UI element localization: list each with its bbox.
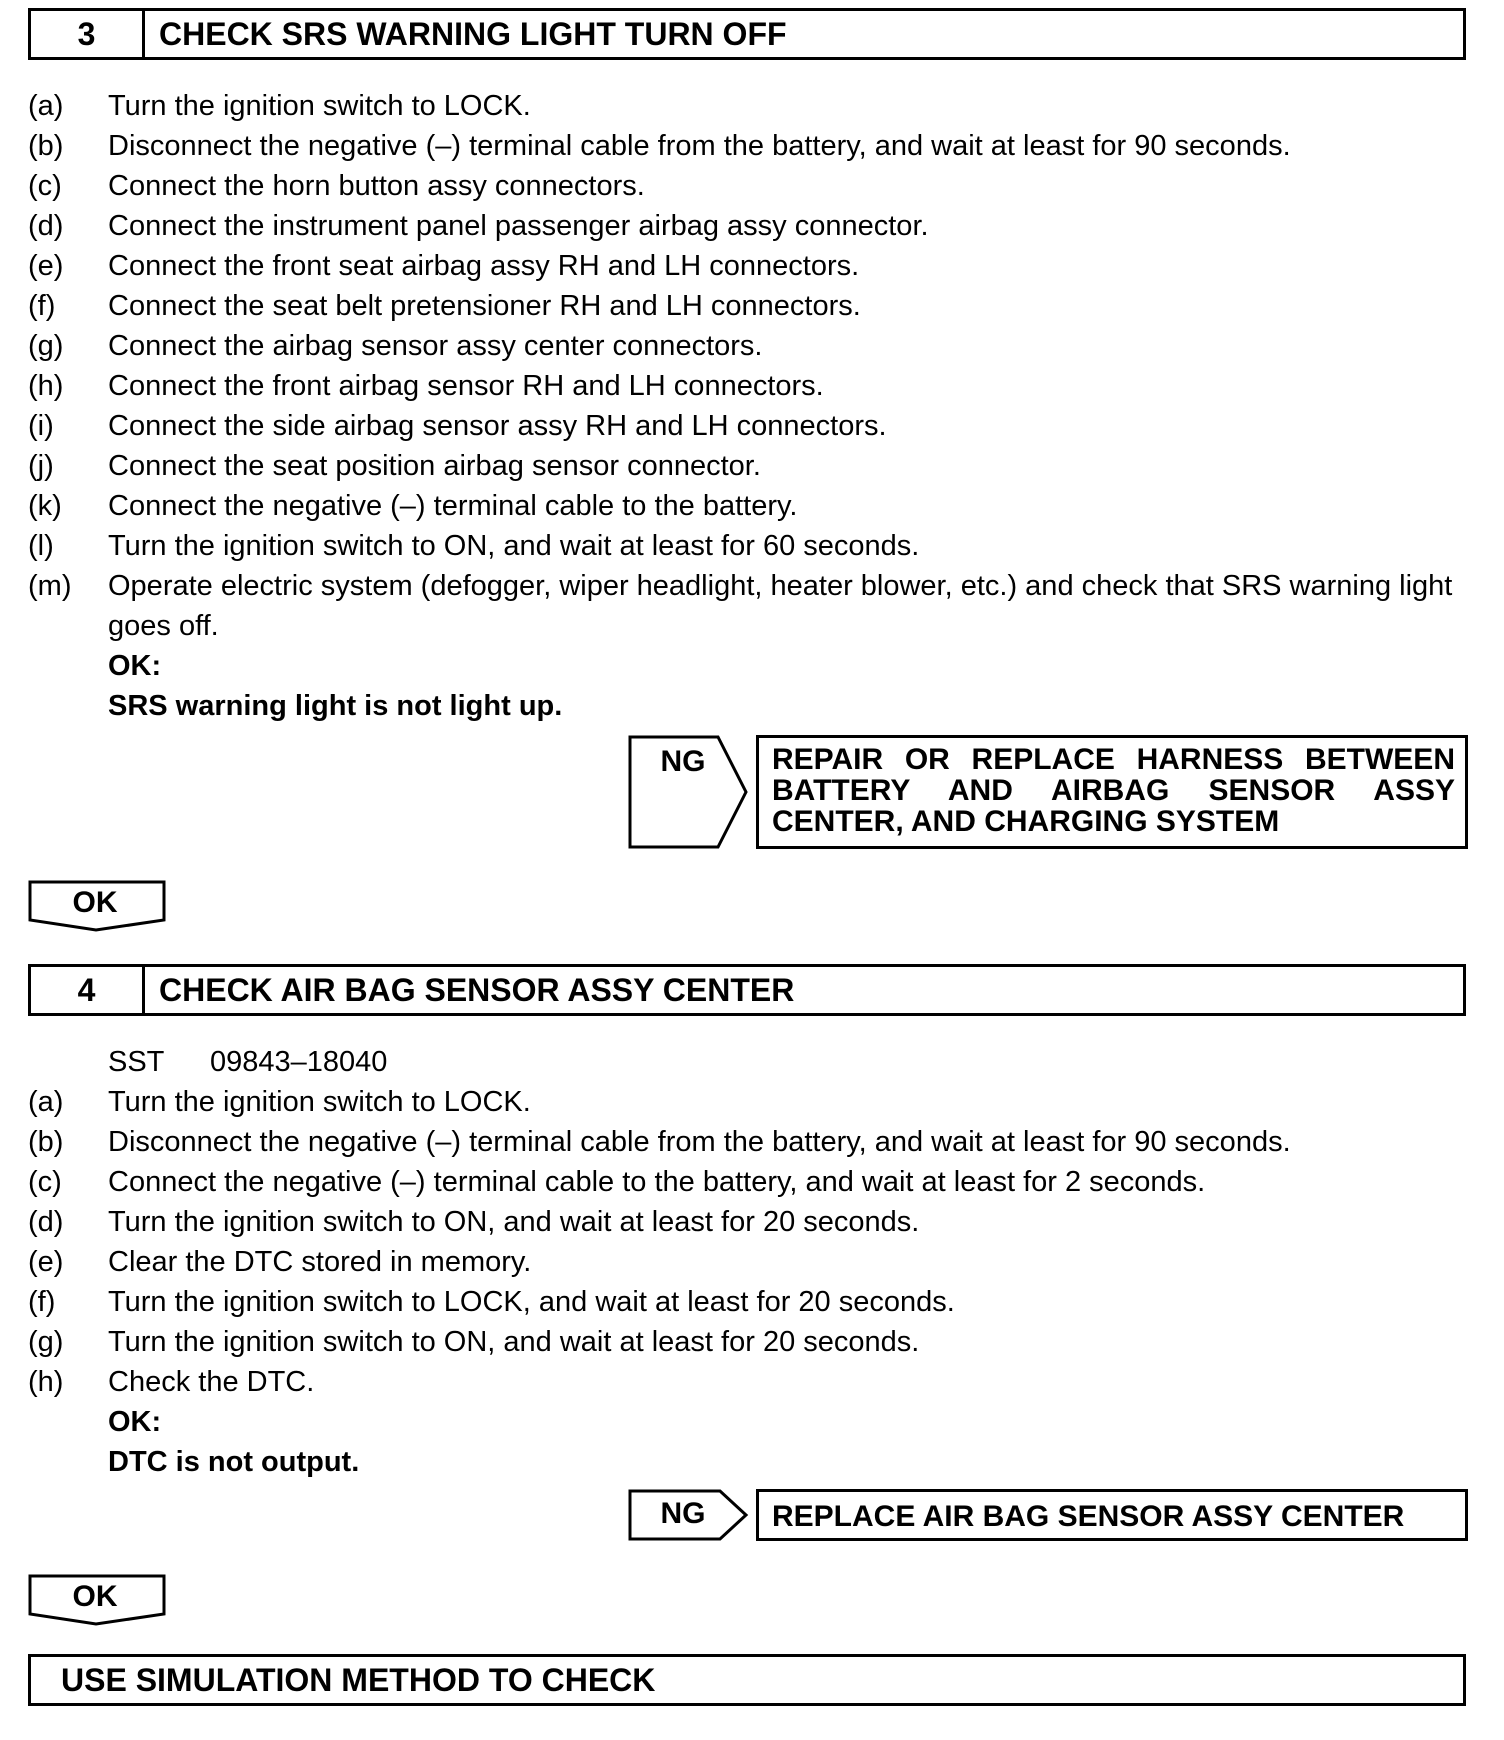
list-item: (c) Connect the negative (–) terminal cable to the battery, and wait at least for 2 seconds. — [28, 1166, 1206, 1198]
step-4-header — [28, 964, 1466, 1016]
ng-arrow — [628, 735, 750, 849]
list-item: (d) Turn the ignition switch to ON, and wait at least for 20 seconds. — [28, 1206, 920, 1238]
ng-result-line: BATTERY AND AIRBAG SENSOR ASSY — [772, 774, 1455, 807]
sst-line: SST 09843–18040 — [108, 1046, 388, 1078]
ok-criteria-label: OK: — [108, 1406, 162, 1438]
ng-label: NG — [660, 1497, 706, 1530]
list-item: (i) Connect the side airbag sensor assy RH and LH connectors. — [28, 410, 887, 442]
ng-label: NG — [660, 745, 706, 778]
step-title: CHECK SRS WARNING LIGHT TURN OFF — [159, 15, 787, 52]
list-item: (h) Connect the front airbag sensor RH and LH connectors. — [28, 370, 824, 402]
step-3-header — [28, 8, 1466, 60]
step-3-procedure — [28, 86, 1478, 726]
list-item: (b) Disconnect the negative (–) terminal cable from the battery, and wait at least for 90 seconds. — [28, 130, 1291, 162]
list-item: (f) Connect the seat belt pretensioner RH and LH connectors. — [28, 290, 861, 322]
list-item: (h) Check the DTC. — [28, 1366, 315, 1398]
ng-result-line: CENTER, AND CHARGING SYSTEM — [772, 805, 1280, 838]
ng-result-box — [756, 735, 1468, 849]
step-title: CHECK AIR BAG SENSOR ASSY CENTER — [159, 971, 795, 1008]
list-item: (m) Operate electric system (defogger, wiper headlight, heater blower, etc.) and check that SRS warning light goes off. — [28, 570, 1453, 642]
ng-result-line: REPAIR OR REPLACE HARNESS BETWEEN — [772, 743, 1455, 776]
list-item: (j) Connect the seat position airbag sensor connector. — [28, 450, 761, 482]
ok-criteria-label: OK: — [108, 650, 162, 682]
ok-tag-label: OK — [72, 1580, 118, 1613]
step-number: 4 — [31, 967, 145, 1013]
ok-criteria-text: SRS warning light is not light up. — [108, 690, 563, 722]
list-item: (a) Turn the ignition switch to LOCK. — [28, 1086, 531, 1118]
ok-flow-tag — [28, 1574, 166, 1626]
final-step-title: USE SIMULATION METHOD TO CHECK — [61, 1661, 656, 1698]
list-item: (c) Connect the horn button assy connectors. — [28, 170, 645, 202]
ok-flow-tag — [28, 880, 166, 932]
ng-result-box — [756, 1489, 1468, 1541]
step-number: 3 — [31, 11, 145, 57]
list-item: (g) Connect the airbag sensor assy center connectors. — [28, 330, 763, 362]
ng-arrow — [628, 1489, 750, 1541]
ok-criteria-text: DTC is not output. — [108, 1446, 360, 1478]
list-item: (l) Turn the ignition switch to ON, and wait at least for 60 seconds. — [28, 530, 920, 562]
ng-result-line: REPLACE AIR BAG SENSOR ASSY CENTER — [772, 1500, 1405, 1533]
list-item: (e) Clear the DTC stored in memory. — [28, 1246, 532, 1278]
list-item: (e) Connect the front seat airbag assy RH and LH connectors. — [28, 250, 860, 282]
step-4-procedure — [28, 1042, 1478, 1482]
ok-tag-label: OK — [72, 886, 118, 919]
list-item: (f) Turn the ignition switch to LOCK, and wait at least for 20 seconds. — [28, 1286, 955, 1318]
list-item: (b) Disconnect the negative (–) terminal cable from the battery, and wait at least for 90 seconds. — [28, 1126, 1291, 1158]
final-step-header — [28, 1654, 1466, 1706]
list-item: (k) Connect the negative (–) terminal cable to the battery. — [28, 490, 798, 522]
list-item: (d) Connect the instrument panel passenger airbag assy connector. — [28, 210, 929, 242]
list-item: (a) Turn the ignition switch to LOCK. — [28, 90, 531, 122]
list-item: (g) Turn the ignition switch to ON, and wait at least for 20 seconds. — [28, 1326, 920, 1358]
